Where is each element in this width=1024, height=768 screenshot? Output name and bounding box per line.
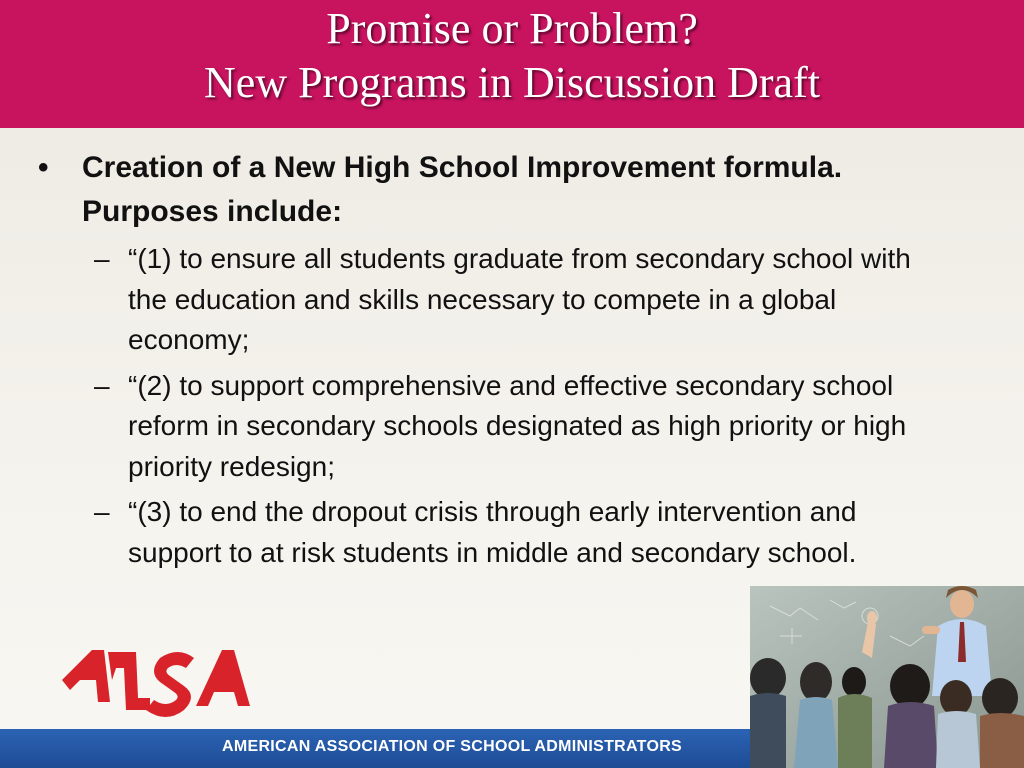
bullet-dot-icon: • <box>38 151 49 184</box>
sub-bullet-3 <box>94 492 938 573</box>
title-line-1: Promise or Problem? <box>326 4 698 53</box>
sub-bullet-1 <box>94 239 938 361</box>
footer-org-name: AMERICAN ASSOCIATION OF SCHOOL ADMINISTRATORS <box>222 738 683 755</box>
title-line-2: New Programs in Discussion Draft <box>204 58 820 107</box>
classroom-photo <box>750 586 1024 768</box>
body-content <box>38 146 938 573</box>
classroom-photo-image <box>750 586 1024 768</box>
aasa-logo-mark <box>0 640 260 740</box>
dash-icon: – <box>94 243 110 274</box>
sub-bullet-text: “(1) to ensure all students graduate from secondary school with the education and skills necessary to compete in a global economy; <box>128 243 911 355</box>
sub-bullet-text: “(2) to support comprehensive and effective secondary school reform in secondary schools designated as high priority or high priority redesign; <box>128 369 907 482</box>
slide-title <box>0 0 1024 110</box>
aasa-logo <box>0 640 260 740</box>
main-bullet-text: Creation of a New High School Improvement formula. Purposes include: <box>82 151 843 228</box>
sub-bullet-2 <box>94 366 938 488</box>
main-bullet <box>38 146 938 234</box>
sub-bullet-text: “(3) to end the dropout crisis through early intervention and support to at risk students in middle and secondary school. <box>128 496 857 568</box>
dash-icon: – <box>94 369 110 401</box>
dash-icon: – <box>94 496 110 527</box>
